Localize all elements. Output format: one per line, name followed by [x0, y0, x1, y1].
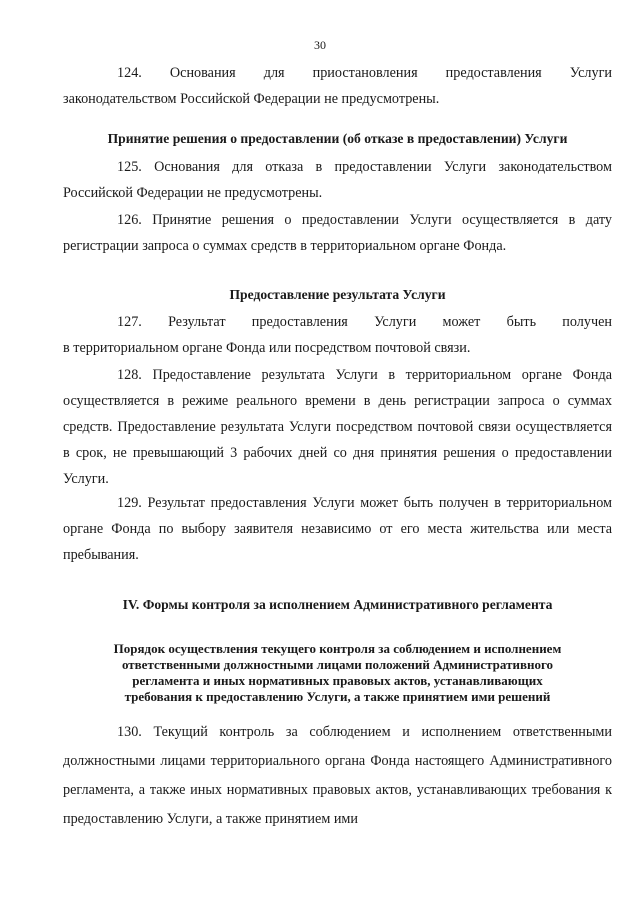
paragraph-129: 129. Результат предоставления Услуги может быть получен в территориальном органе Фонда по выбору заявителя независимо от его места жительства или места пребывания.	[63, 495, 612, 563]
paragraph-128: 128. Предоставление результата Услуги в территориальном органе Фонда осуществляется в режиме реального времени в день регистрации запроса о суммах средств. Предоставление результата Услуги посредством почтовой связи осуществляется в срок, не превышающий 3 рабочих дней со дня принятия решения о предоставлении Услуги.	[63, 367, 612, 487]
paragraph-127	[63, 309, 612, 361]
heading-procedure-line-4: требования к предоставлению Услуги, а также принятием ими решений	[124, 689, 551, 704]
paragraph-124	[63, 60, 612, 112]
heading-procedure	[63, 641, 612, 705]
paragraph-130: 130. Текущий контроль за соблюдением и исполнением ответственными должностными лицами территориального органа Фонда настоящего Административного регламента, а также иных нормативных правовых актов, устанавливающих требования к предоставлению Услуги, а также принятием ими	[63, 724, 612, 827]
page-number: 30	[314, 38, 326, 52]
paragraph-125: 125. Основания для отказа в предоставлении Услуги законодательством Российской Федерации не предусмотрены.	[63, 159, 612, 201]
paragraph-127-line-2: в территориальном органе Фонда или посредством почтовой связи.	[63, 340, 471, 356]
heading-section-4: IV. Формы контроля за исполнением Административного регламента	[122, 597, 553, 612]
paragraph-127-line-1: 127. Результат предоставления Услуги может быть получен	[117, 314, 612, 330]
heading-result: Предоставление результата Услуги	[229, 287, 446, 302]
paragraph-124-line-1: 124. Основания для приостановления предоставления Услуги	[117, 65, 612, 81]
paragraph-124-line-2: законодательством Российской Федерации не предусмотрены.	[63, 91, 440, 107]
heading-decision: Принятие решения о предоставлении (об отказе в предоставлении) Услуги	[107, 131, 568, 146]
heading-procedure-line-2: ответственными должностными лицами положений Административного	[121, 657, 554, 672]
paragraph-126: 126. Принятие решения о предоставлении Услуги осуществляется в дату регистрации запроса о суммах средств в территориальном органе Фонда.	[63, 212, 612, 254]
heading-procedure-line-3: регламента и иных нормативных правовых актов, устанавливающих	[132, 673, 543, 688]
heading-procedure-line-1: Порядок осуществления текущего контроля за соблюдением и исполнением	[113, 641, 562, 656]
